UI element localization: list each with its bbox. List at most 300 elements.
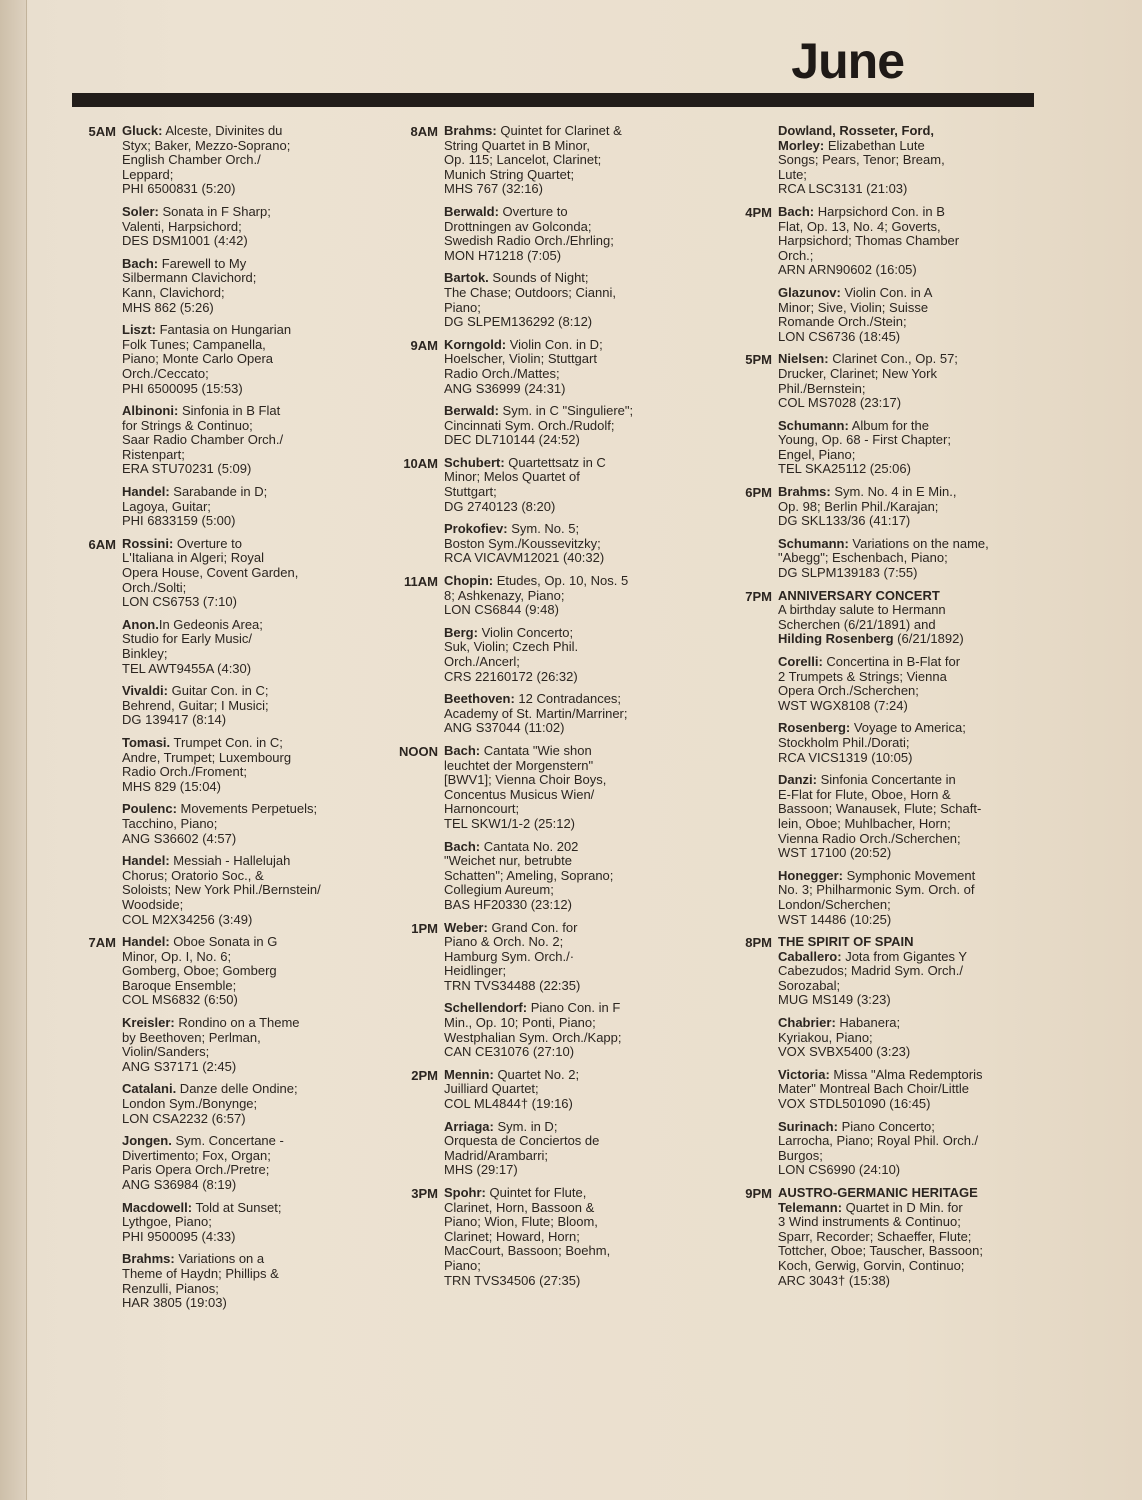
listing-entry bbox=[778, 869, 1042, 927]
entry-first-line: Bach: Cantata "Wie shon bbox=[444, 742, 592, 758]
month-heading: June bbox=[791, 33, 904, 89]
entry-line: Tottcher, Oboe; Tauscher, Bassoon; bbox=[778, 1243, 983, 1259]
entry-first-line: Berg: Violin Concerto; bbox=[444, 624, 574, 640]
entry-first-line: Soler: Sonata in F Sharp; bbox=[122, 203, 271, 219]
listing-entry bbox=[444, 456, 692, 514]
entry-line: PHI 6500095 (15:53) bbox=[122, 380, 243, 396]
entry-line: MUG MS149 (3:23) bbox=[778, 992, 891, 1008]
time-label: 2PM bbox=[411, 1067, 438, 1083]
entry-first-line: Danzi: Sinfonia Concertante in bbox=[778, 772, 956, 788]
composer-name: Schubert: bbox=[444, 454, 505, 470]
listing-entry bbox=[122, 935, 370, 1008]
listing-entry bbox=[122, 854, 370, 927]
listing-entry bbox=[122, 684, 370, 728]
composer-name: Poulenc: bbox=[122, 801, 177, 817]
entry-line: Orch./Ceccato; bbox=[122, 365, 209, 381]
entry-line: Madrid/Arambarri; bbox=[444, 1147, 549, 1163]
entry-line: The Chase; Outdoors; Cianni, bbox=[444, 284, 616, 300]
composer-name: Berwald: bbox=[444, 203, 499, 219]
intro-line: A birthday salute to Hermann bbox=[778, 602, 946, 618]
listing-entry bbox=[444, 840, 692, 913]
listing-entry bbox=[778, 1201, 1042, 1289]
entry-line: CRS 22160172 (26:32) bbox=[444, 668, 578, 684]
listing-entry bbox=[778, 1120, 1042, 1178]
entry-line: RCA VICAVM12021 (40:32) bbox=[444, 550, 605, 566]
entry-line: Cincinnati Sym. Orch./Rudolf; bbox=[444, 417, 615, 433]
entry-line: RCA LSC3131 (21:03) bbox=[778, 181, 908, 197]
entry-first-line: Mennin: Quartet No. 2; bbox=[444, 1066, 580, 1082]
program-heading-text: ANNIVERSARY CONCERT bbox=[778, 587, 940, 603]
composer-name: Bach: bbox=[444, 838, 481, 854]
entry-line: English Chamber Orch./ bbox=[122, 152, 261, 168]
composer-name: Rosenberg: bbox=[778, 720, 851, 736]
listing-entry bbox=[444, 626, 692, 684]
time-slot bbox=[392, 456, 692, 566]
time-slot bbox=[392, 1186, 692, 1288]
listing-entry bbox=[122, 257, 370, 315]
composer-name: Vivaldi: bbox=[122, 683, 169, 699]
composer-name: Liszt: bbox=[122, 322, 156, 338]
entry-line: Lythgoe, Piano; bbox=[122, 1214, 212, 1230]
page-binding bbox=[0, 0, 27, 1500]
entry-line: PHI 6500831 (5:20) bbox=[122, 181, 236, 197]
entry-line: Stuttgart; bbox=[444, 484, 497, 500]
entry-first-line: Beethoven: 12 Contradances; bbox=[444, 691, 622, 707]
entry-line: RCA VICS1319 (10:05) bbox=[778, 749, 913, 765]
entry-line: ANG S37171 (2:45) bbox=[122, 1058, 237, 1074]
entry-first-line: Tomasi. Trumpet Con. in C; bbox=[122, 734, 283, 750]
entry-line: Songs; Pears, Tenor; Bream, bbox=[778, 152, 945, 168]
entry-first-line: Brahms: Quintet for Clarinet & bbox=[444, 123, 622, 138]
composer-name: Brahms: bbox=[122, 1251, 175, 1267]
entry-first-line: Spohr: Quintet for Flute, bbox=[444, 1185, 587, 1200]
listing-entry bbox=[122, 124, 370, 197]
listing-entry bbox=[122, 1082, 370, 1126]
time-slot bbox=[70, 537, 370, 927]
listing-entry bbox=[444, 271, 692, 329]
entry-line: Ristenpart; bbox=[122, 446, 185, 462]
entry-line: MHS (29:17) bbox=[444, 1162, 518, 1178]
entry-first-line: Berwald: Sym. in C "Singuliere"; bbox=[444, 403, 634, 419]
entry-line: Orch.; bbox=[778, 247, 814, 263]
listing-entry bbox=[778, 419, 1042, 477]
entry-first-line: Handel: Oboe Sonata in G bbox=[122, 934, 278, 950]
program-heading bbox=[778, 589, 1042, 604]
time-slot bbox=[392, 921, 692, 1060]
entry-line: Radio Orch./Mattes; bbox=[444, 365, 560, 381]
entry-line: TRN TVS34488 (22:35) bbox=[444, 977, 581, 993]
entry-line: ARC 3043† (15:38) bbox=[778, 1272, 891, 1288]
listing-entry bbox=[444, 692, 692, 736]
entry-line: "Abegg"; Eschenbach, Piano; bbox=[778, 550, 948, 566]
entry-line: Larrocha, Piano; Royal Phil. Orch./ bbox=[778, 1133, 979, 1149]
listing-entry bbox=[444, 404, 692, 448]
entry-line: Opera Orch./Scherchen; bbox=[778, 683, 919, 699]
entry-line: Violin/Sanders; bbox=[122, 1044, 210, 1060]
listing-entry bbox=[444, 1186, 692, 1288]
entry-line: by Beethoven; Perlman, bbox=[122, 1029, 261, 1045]
entry-line: Gomberg, Oboe; Gomberg bbox=[122, 963, 277, 979]
listing-entry bbox=[778, 286, 1042, 344]
entry-line: for Strings & Continuo; bbox=[122, 417, 253, 433]
composer-name: Berwald: bbox=[444, 403, 499, 419]
time-slot bbox=[726, 589, 1042, 927]
composer-name: Arriaga: bbox=[444, 1118, 494, 1134]
entry-line: Academy of St. Martin/Marriner; bbox=[444, 705, 628, 721]
entry-line: E-Flat for Flute, Oboe, Horn & bbox=[778, 786, 951, 802]
composer-name: Brahms: bbox=[444, 123, 497, 138]
composer-name: Macdowell: bbox=[122, 1199, 193, 1215]
entry-line: Morley: Elizabethan Lute bbox=[778, 137, 925, 153]
entry-first-line: Macdowell: Told at Sunset; bbox=[122, 1199, 282, 1215]
entry-line: Vienna Radio Orch./Scherchen; bbox=[778, 830, 961, 846]
entry-line: Binkley; bbox=[122, 646, 168, 661]
entry-line: MHS 862 (5:26) bbox=[122, 299, 214, 315]
entry-line: Theme of Haydn; Phillips & bbox=[122, 1265, 279, 1281]
entry-line: ERA STU70231 (5:09) bbox=[122, 461, 252, 477]
entry-line: Lute; bbox=[778, 166, 807, 182]
time-slot bbox=[726, 935, 1042, 1178]
listing-entry bbox=[778, 537, 1042, 581]
entry-line: MacCourt, Bassoon; Boehm, bbox=[444, 1243, 611, 1259]
composer-name: Prokofiev: bbox=[444, 521, 508, 537]
listing-entry bbox=[444, 1001, 692, 1059]
listing-entry bbox=[122, 1134, 370, 1192]
entry-first-line: Weber: Grand Con. for bbox=[444, 919, 578, 935]
time-label: 5AM bbox=[88, 124, 116, 139]
program-intro bbox=[778, 603, 1042, 647]
entry-line: LON CSA2232 (6:57) bbox=[122, 1110, 246, 1126]
entry-line: Harpsichord; Thomas Chamber bbox=[778, 233, 960, 249]
listing-entry bbox=[444, 338, 692, 396]
entry-line: Mater" Montreal Bach Choir/Little bbox=[778, 1081, 970, 1097]
entry-line: MHS 767 (32:16) bbox=[444, 181, 543, 197]
entry-line: Woodside; bbox=[122, 896, 184, 912]
bold-name: Morley: bbox=[778, 137, 825, 153]
entry-line: ANG S36999 (24:31) bbox=[444, 380, 566, 396]
entry-line: Min., Op. 10; Ponti, Piano; bbox=[444, 1015, 596, 1031]
entry-line: Westphalian Sym. Orch./Kapp; bbox=[444, 1029, 622, 1045]
entry-line: Engel, Piano; bbox=[778, 446, 856, 462]
composer-name: Korngold: bbox=[444, 336, 507, 352]
composer-name: Nielsen: bbox=[778, 351, 829, 367]
composer-name: Kreisler: bbox=[122, 1015, 175, 1031]
entry-line: Bassoon; Wanausek, Flute; Schaft- bbox=[778, 801, 982, 817]
entry-line: Op. 98; Berlin Phil./Karajan; bbox=[778, 498, 939, 514]
listing-entry bbox=[778, 205, 1042, 278]
listing-entry bbox=[778, 124, 1042, 197]
entry-first-line: Chabrier: Habanera; bbox=[778, 1015, 901, 1031]
entry-line: String Quartet in B Minor, bbox=[444, 137, 590, 153]
listing-entry bbox=[444, 1120, 692, 1178]
entry-first-line: Brahms: Sym. No. 4 in E Min., bbox=[778, 484, 957, 500]
entry-line: Piano; bbox=[444, 299, 481, 315]
entry-line: "Weichet nur, betrubte bbox=[444, 853, 572, 869]
entry-line: Koch, Gerwig, Gorvin, Continuo; bbox=[778, 1257, 965, 1273]
entry-line: Kann, Clavichord; bbox=[122, 284, 225, 300]
entry-first-line bbox=[778, 124, 1042, 139]
entry-line: DG SLPEM136292 (8:12) bbox=[444, 314, 593, 330]
entry-line: Clarinet, Horn, Bassoon & bbox=[444, 1199, 595, 1215]
entry-line: TEL SKW1/1-2 (25:12) bbox=[444, 815, 576, 831]
entry-line: Juilliard Quartet; bbox=[444, 1081, 539, 1097]
program-heading-text: THE SPIRIT OF SPAIN bbox=[778, 934, 914, 950]
entry-line: Swedish Radio Orch./Ehrling; bbox=[444, 233, 614, 249]
entry-line: WST 14486 (10:25) bbox=[778, 911, 892, 927]
entry-line: Opera House, Covent Garden, bbox=[122, 565, 299, 581]
entry-line: Piano; bbox=[444, 1257, 481, 1273]
program-heading bbox=[778, 1186, 1042, 1201]
listing-entry bbox=[444, 205, 692, 263]
entry-first-line: Brahms: Variations on a bbox=[122, 1251, 265, 1267]
composer-name: Telemann: bbox=[778, 1199, 843, 1215]
entry-line: Saar Radio Chamber Orch./ bbox=[122, 432, 284, 448]
listing-entry bbox=[778, 352, 1042, 410]
time-slot bbox=[70, 124, 370, 529]
entry-first-line: Schubert: Quartettsatz in C bbox=[444, 454, 606, 470]
entry-line: DES DSM1001 (4:42) bbox=[122, 233, 248, 249]
entry-line: Sorozabal; bbox=[778, 977, 841, 993]
entry-first-line: Poulenc: Movements Perpetuels; bbox=[122, 801, 318, 817]
entry-line: LON CS6753 (7:10) bbox=[122, 594, 237, 610]
schedule-column-2 bbox=[392, 124, 692, 1296]
entry-line: Radio Orch./Froment; bbox=[122, 764, 247, 780]
composer-name: Weber: bbox=[444, 919, 488, 935]
composer-name: Handel: bbox=[122, 934, 170, 950]
time-slot bbox=[726, 124, 1042, 197]
composer-name: Spohr: bbox=[444, 1185, 486, 1200]
entry-line: Drottningen av Golconda; bbox=[444, 218, 592, 234]
composer-name: Honegger: bbox=[778, 867, 843, 883]
entry-line: Leppard; bbox=[122, 166, 174, 182]
entry-first-line: Handel: Sarabande in D; bbox=[122, 484, 268, 500]
time-slot bbox=[392, 744, 692, 913]
entry-line: 2 Trumpets & Strings; Vienna bbox=[778, 668, 947, 684]
listing-entry bbox=[778, 721, 1042, 765]
entry-line: ANG S37044 (11:02) bbox=[444, 720, 565, 736]
entry-line: Heidlinger; bbox=[444, 963, 507, 979]
composer-name: Corelli: bbox=[778, 654, 823, 669]
entry-line: lein, Oboe; Muhlbacher, Horn; bbox=[778, 815, 951, 831]
time-label: 9PM bbox=[745, 1186, 772, 1201]
entry-line: Hamburg Sym. Orch./· bbox=[444, 948, 575, 964]
entry-first-line: Vivaldi: Guitar Con. in C; bbox=[122, 683, 269, 699]
entry-line: Renzulli, Pianos; bbox=[122, 1280, 219, 1296]
entry-line: Hoelscher, Violin; Stuttgart bbox=[444, 351, 597, 367]
composer-name: Beethoven: bbox=[444, 691, 515, 707]
entry-line: Phil./Bernstein; bbox=[778, 380, 866, 396]
time-label: 11AM bbox=[404, 574, 438, 590]
time-slot bbox=[70, 935, 370, 1311]
entry-line: ANG S36602 (4:57) bbox=[122, 830, 237, 846]
entry-first-line: Nielsen: Clarinet Con., Op. 57; bbox=[778, 351, 958, 367]
composer-name: Surinach: bbox=[778, 1118, 838, 1134]
entry-first-line: Glazunov: Violin Con. in A bbox=[778, 284, 933, 300]
entry-line: Baroque Ensemble; bbox=[122, 977, 237, 993]
composer-name: Handel: bbox=[122, 853, 170, 869]
entry-line: Suk, Violin; Czech Phil. bbox=[444, 639, 579, 655]
entry-line: No. 3; Philharmonic Sym. Orch. of bbox=[778, 882, 975, 898]
entry-first-line: Catalani. Danze delle Ondine; bbox=[122, 1081, 298, 1097]
entry-line: COL M2X34256 (3:49) bbox=[122, 911, 253, 927]
composer-name: Dowland, Rosseter, Ford, bbox=[778, 123, 935, 138]
entry-line: COL MS7028 (23:17) bbox=[778, 395, 902, 411]
entry-first-line: Albinoni: Sinfonia in B Flat bbox=[122, 403, 281, 419]
composer-name: Berg: bbox=[444, 624, 478, 640]
entry-line: Studio for Early Music/ bbox=[122, 631, 253, 647]
listing-entry bbox=[444, 921, 692, 994]
time-label: 9AM bbox=[410, 337, 438, 353]
entry-line: COL ML4844† (19:16) bbox=[444, 1096, 573, 1112]
entry-first-line: Bach: Farewell to My bbox=[122, 255, 247, 271]
entry-line: Styx; Baker, Mezzo-Soprano; bbox=[122, 137, 291, 153]
entry-first-line: Telemann: Quartet in D Min. for bbox=[778, 1199, 963, 1215]
entry-line: DEC DL710144 (24:52) bbox=[444, 432, 580, 448]
entry-first-line: Corelli: Concertina in B-Flat for bbox=[778, 654, 961, 669]
entry-line: Orch./Solti; bbox=[122, 579, 187, 595]
entry-line: COL MS6832 (6:50) bbox=[122, 992, 238, 1008]
entry-first-line: Surinach: Piano Concerto; bbox=[778, 1118, 935, 1134]
entry-first-line: Caballero: Jota from Gigantes Y bbox=[778, 948, 968, 964]
entry-line: Schatten"; Ameling, Soprano; bbox=[444, 867, 614, 883]
listing-entry bbox=[778, 485, 1042, 529]
entry-line: Orch./Ancerl; bbox=[444, 654, 520, 669]
listing-entry bbox=[122, 205, 370, 249]
entry-line: Behrend, Guitar; I Musici; bbox=[122, 697, 269, 713]
entry-first-line: Victoria: Missa "Alma Redemptoris bbox=[778, 1066, 983, 1082]
entry-line: Munich String Quartet; bbox=[444, 166, 575, 182]
composer-name: Bartok. bbox=[444, 270, 489, 286]
time-slot bbox=[726, 485, 1042, 581]
entry-first-line: Kreisler: Rondino on a Theme bbox=[122, 1015, 300, 1031]
entry-line: Folk Tunes; Campanella, bbox=[122, 336, 266, 352]
entry-line: Burgos; bbox=[778, 1147, 823, 1163]
entry-line: Clarinet; Howard, Horn; bbox=[444, 1228, 580, 1244]
entry-first-line: Bach: Cantata No. 202 bbox=[444, 838, 579, 854]
program-heading bbox=[778, 935, 1042, 950]
entry-first-line: Bach: Harpsichord Con. in B bbox=[778, 203, 945, 219]
schedule-column-1 bbox=[70, 124, 370, 1319]
listing-entry bbox=[122, 485, 370, 529]
listing-entry bbox=[122, 736, 370, 794]
entry-line: Concentus Musicus Wien/ bbox=[444, 786, 595, 802]
time-label: 10AM bbox=[403, 455, 438, 471]
time-label: 8PM bbox=[745, 935, 772, 951]
time-label: 5PM bbox=[745, 352, 772, 368]
entry-line: Cabezudos; Madrid Sym. Orch./ bbox=[778, 963, 963, 979]
entry-line: Andre, Trumpet; Luxembourg bbox=[122, 749, 292, 765]
time-label: 8AM bbox=[410, 124, 438, 139]
entry-line: Collegium Aureum; bbox=[444, 882, 554, 898]
entry-first-line: Bartok. Sounds of Night; bbox=[444, 270, 589, 286]
listing-entry bbox=[122, 537, 370, 610]
header-rule bbox=[72, 93, 1034, 107]
composer-name: Chabrier: bbox=[778, 1015, 836, 1031]
entry-line: Silbermann Clavichord; bbox=[122, 270, 257, 286]
composer-name: Schellendorf: bbox=[444, 1000, 528, 1016]
entry-line: LON CS6990 (24:10) bbox=[778, 1162, 901, 1178]
entry-line: London Sym./Bonynge; bbox=[122, 1096, 258, 1112]
entry-line: VOX STDL501090 (16:45) bbox=[778, 1096, 931, 1112]
entry-line: Piano; Wion, Flute; Bloom, bbox=[444, 1214, 598, 1230]
listing-entry bbox=[122, 802, 370, 846]
entry-line: Young, Op. 68 - First Chapter; bbox=[778, 432, 951, 448]
composer-name: Victoria: bbox=[778, 1066, 830, 1082]
listing-entry bbox=[122, 404, 370, 477]
time-slot bbox=[392, 124, 692, 330]
entry-first-line: Arriaga: Sym. in D; bbox=[444, 1118, 558, 1134]
listing-entry bbox=[444, 124, 692, 197]
time-label: 4PM bbox=[745, 204, 772, 220]
entry-line: MHS 829 (15:04) bbox=[122, 778, 221, 794]
composer-name: Handel: bbox=[122, 484, 170, 500]
time-label: 3PM bbox=[411, 1186, 438, 1201]
entry-line: DG SKL133/36 (41:17) bbox=[778, 513, 911, 529]
entry-line: PHI 6833159 (5:00) bbox=[122, 513, 236, 529]
entry-line: HAR 3805 (19:03) bbox=[122, 1295, 227, 1311]
entry-first-line: Chopin: Etudes, Op. 10, Nos. 5 bbox=[444, 573, 629, 589]
entry-line: DG 2740123 (8:20) bbox=[444, 498, 556, 514]
time-slot bbox=[392, 338, 692, 448]
entry-line: 3 Wind instruments & Continuo; bbox=[778, 1214, 961, 1230]
composer-name: Schumann: bbox=[778, 417, 849, 433]
time-slot bbox=[392, 574, 692, 736]
entry-line: Drucker, Clarinet; New York bbox=[778, 365, 937, 381]
entry-line: Minor, Op. I, No. 6; bbox=[122, 948, 232, 964]
entry-first-line: Jongen. Sym. Concertane - bbox=[122, 1133, 284, 1149]
entry-line: Piano; Monte Carlo Opera bbox=[122, 351, 274, 367]
time-label: NOON bbox=[399, 743, 438, 759]
composer-name: Catalani. bbox=[122, 1081, 177, 1097]
time-label: 6PM bbox=[745, 485, 772, 501]
composer-name: Jongen. bbox=[122, 1133, 172, 1149]
entry-line: Divertimento; Fox, Organ; bbox=[122, 1147, 271, 1163]
entry-first-line: Anon.In Gedeonis Area; bbox=[122, 616, 263, 632]
entry-line: ARN ARN90602 (16:05) bbox=[778, 262, 917, 278]
entry-line: Sparr, Recorder; Schaeffer, Flute; bbox=[778, 1228, 972, 1244]
composer-name: Bach: bbox=[122, 255, 159, 271]
composer-name: Anon. bbox=[122, 616, 159, 632]
entry-first-line: Schellendorf: Piano Con. in F bbox=[444, 1000, 621, 1016]
listing-entry bbox=[122, 1016, 370, 1074]
composer-name: Mennin: bbox=[444, 1066, 494, 1082]
entry-line: ANG S36984 (8:19) bbox=[122, 1177, 237, 1192]
entry-line: PHI 9500095 (4:33) bbox=[122, 1228, 236, 1244]
entry-line: Op. 115; Lancelot, Clarinet; bbox=[444, 152, 602, 168]
entry-line: Minor; Sive, Violin; Suisse bbox=[778, 299, 929, 315]
entry-first-line: Handel: Messiah - Hallelujah bbox=[122, 853, 291, 869]
time-label: 1PM bbox=[411, 920, 438, 936]
entry-first-line: Prokofiev: Sym. No. 5; bbox=[444, 521, 580, 537]
composer-name: Tomasi. bbox=[122, 734, 171, 750]
entry-line: leuchtet der Morgenstern" bbox=[444, 757, 594, 773]
entry-line: BAS HF20330 (23:12) bbox=[444, 896, 572, 912]
entry-line: WST WGX8108 (7:24) bbox=[778, 697, 908, 713]
entry-line: Lagoya, Guitar; bbox=[122, 498, 211, 514]
entry-line: Chorus; Oratorio Soc., & bbox=[122, 867, 264, 883]
listing-entry bbox=[778, 773, 1042, 861]
entry-line: LON CS6844 (9:48) bbox=[444, 602, 559, 618]
entry-line: Orquesta de Conciertos de bbox=[444, 1133, 600, 1149]
listing-entry bbox=[778, 655, 1042, 713]
entry-line: VOX SVBX5400 (3:23) bbox=[778, 1044, 911, 1060]
composer-name: Chopin: bbox=[444, 573, 494, 589]
entry-first-line: Gluck: Alceste, Divinites du bbox=[122, 123, 283, 138]
entry-line: Boston Sym./Koussevitzky; bbox=[444, 535, 601, 551]
entry-line: TEL AWT9455A (4:30) bbox=[122, 660, 252, 676]
entry-line: Soloists; New York Phil./Bernstein/ bbox=[122, 882, 321, 898]
entry-line: WST 17100 (20:52) bbox=[778, 845, 892, 861]
